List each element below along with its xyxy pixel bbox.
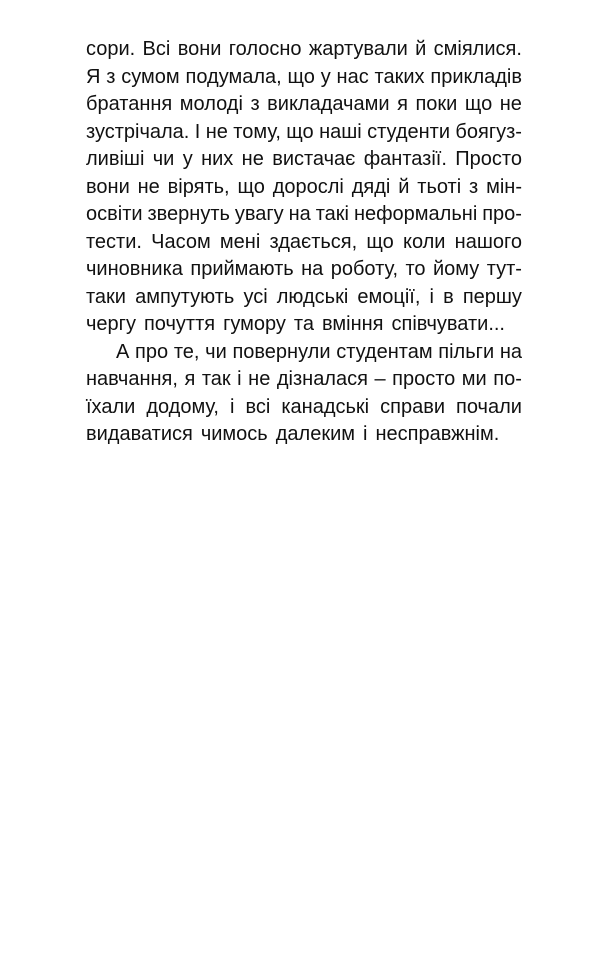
word: викладачами	[267, 93, 390, 115]
text-line	[86, 394, 522, 422]
word: таки	[86, 285, 126, 308]
word: тому,	[233, 120, 281, 143]
text-line	[86, 311, 522, 339]
word: на	[288, 203, 311, 225]
word: Часом	[151, 230, 211, 253]
word: чергу	[86, 313, 136, 335]
word: студенти	[367, 120, 451, 143]
paragraph-2	[86, 339, 522, 449]
word: несправжнім.	[375, 423, 500, 445]
text-line	[86, 174, 522, 202]
word: вміння	[321, 313, 384, 335]
text-line	[86, 229, 522, 257]
word: І	[194, 120, 201, 143]
word: нас	[336, 65, 369, 88]
word: і	[237, 368, 242, 390]
word: нашого	[454, 230, 522, 253]
word: на	[301, 258, 324, 280]
word: чимось	[200, 423, 268, 445]
word: почали	[456, 395, 522, 418]
word: Просто	[455, 148, 522, 170]
word: і	[429, 285, 434, 308]
word: що	[464, 93, 493, 115]
word: емоції,	[357, 285, 421, 308]
word: чи	[205, 340, 227, 363]
word: й	[415, 38, 427, 60]
word: наші	[319, 120, 362, 143]
word: у	[182, 148, 193, 170]
word: молоді	[179, 93, 243, 115]
word: боягуз-	[455, 120, 522, 143]
text-line	[86, 91, 522, 119]
word: такі	[315, 203, 349, 225]
word: та	[293, 313, 314, 335]
word: Я	[86, 65, 101, 88]
paragraph-1	[86, 36, 522, 339]
word: по-	[493, 368, 522, 390]
word: мені	[219, 230, 261, 253]
word: пільги	[438, 340, 495, 363]
word: фантазії.	[363, 148, 447, 170]
word: почуття	[143, 313, 216, 335]
word: що	[237, 175, 265, 198]
text-line	[86, 366, 522, 394]
word: людські	[276, 285, 349, 308]
word: вони	[177, 38, 222, 60]
word: співчувати...	[391, 313, 505, 335]
word: не	[241, 148, 264, 170]
text-line	[86, 284, 522, 312]
word: з	[250, 93, 260, 115]
text-line	[86, 339, 522, 367]
word: сумом	[121, 65, 180, 88]
word: про-	[482, 203, 522, 225]
word: на	[499, 340, 522, 363]
word: не	[205, 120, 228, 143]
word: чи	[152, 148, 175, 170]
word: так	[201, 368, 231, 390]
word: Всі	[142, 38, 171, 60]
word: канадські	[281, 395, 370, 418]
word: ми	[461, 368, 487, 390]
word: справи	[380, 395, 445, 418]
word: чиновника	[86, 258, 183, 280]
word: усі	[243, 285, 268, 308]
word: тести.	[86, 230, 142, 253]
word: далеким	[275, 423, 355, 445]
word: що	[366, 230, 394, 253]
word: не	[499, 93, 522, 115]
word: студентам	[336, 340, 433, 363]
word: повернули	[232, 340, 331, 363]
text-line	[86, 256, 522, 284]
word: сори.	[86, 38, 136, 60]
word: в	[443, 285, 454, 308]
word: йому	[432, 258, 480, 280]
word: прикладів	[430, 65, 522, 88]
word: жартували	[308, 38, 408, 60]
text-line	[86, 421, 522, 449]
word: поки	[415, 93, 458, 115]
word: сміялися.	[433, 38, 522, 60]
text-line	[86, 146, 522, 174]
text-line	[86, 36, 522, 64]
word: братання	[86, 93, 173, 115]
word: і	[230, 395, 235, 418]
word: про	[135, 340, 169, 363]
word: дяді	[351, 175, 391, 198]
word: всі	[245, 395, 271, 418]
word: ампутують	[135, 285, 235, 308]
word: у	[320, 65, 331, 88]
word: приймають	[190, 258, 294, 280]
word: роботу,	[330, 258, 399, 280]
word: я	[184, 368, 196, 390]
word: тут-	[486, 258, 522, 280]
word: просто	[392, 368, 456, 390]
word: не	[137, 175, 160, 198]
word: видаватися	[86, 423, 193, 445]
word: їхали	[86, 395, 136, 418]
word: неформальні	[353, 203, 478, 225]
word: гумору	[223, 313, 286, 335]
text-line	[86, 201, 522, 229]
word: дізналася	[276, 368, 368, 390]
body-text	[86, 36, 522, 449]
word: вірять,	[167, 175, 230, 198]
word: подумала,	[185, 65, 282, 88]
word: що	[286, 120, 314, 143]
word: таких	[374, 65, 425, 88]
word: коли	[402, 230, 446, 253]
word: звернуть	[147, 203, 230, 225]
word: голосно	[228, 38, 302, 60]
word: я	[397, 93, 408, 115]
word: здається,	[269, 230, 358, 253]
word: А	[116, 340, 130, 363]
word: першу	[462, 285, 522, 308]
text-line	[86, 119, 522, 147]
word: й	[398, 175, 410, 198]
word: те,	[173, 340, 200, 363]
word: –	[374, 368, 386, 390]
word: мін-	[486, 175, 522, 198]
word: що	[287, 65, 315, 88]
word: і	[363, 423, 368, 445]
word: додому,	[146, 395, 219, 418]
word: з	[469, 175, 479, 198]
word: них	[201, 148, 234, 170]
word: то	[405, 258, 426, 280]
word: освіти	[86, 203, 143, 225]
word: не	[248, 368, 271, 390]
word: вони	[86, 175, 130, 198]
text-line	[86, 64, 522, 92]
word: навчання,	[86, 368, 178, 390]
word: зустрічала.	[86, 120, 190, 143]
word: з	[106, 65, 116, 88]
word: ливіші	[86, 148, 145, 170]
word: увагу	[234, 203, 284, 225]
word: тьоті	[417, 175, 462, 198]
word: вистачає	[272, 148, 356, 170]
word: дорослі	[272, 175, 344, 198]
